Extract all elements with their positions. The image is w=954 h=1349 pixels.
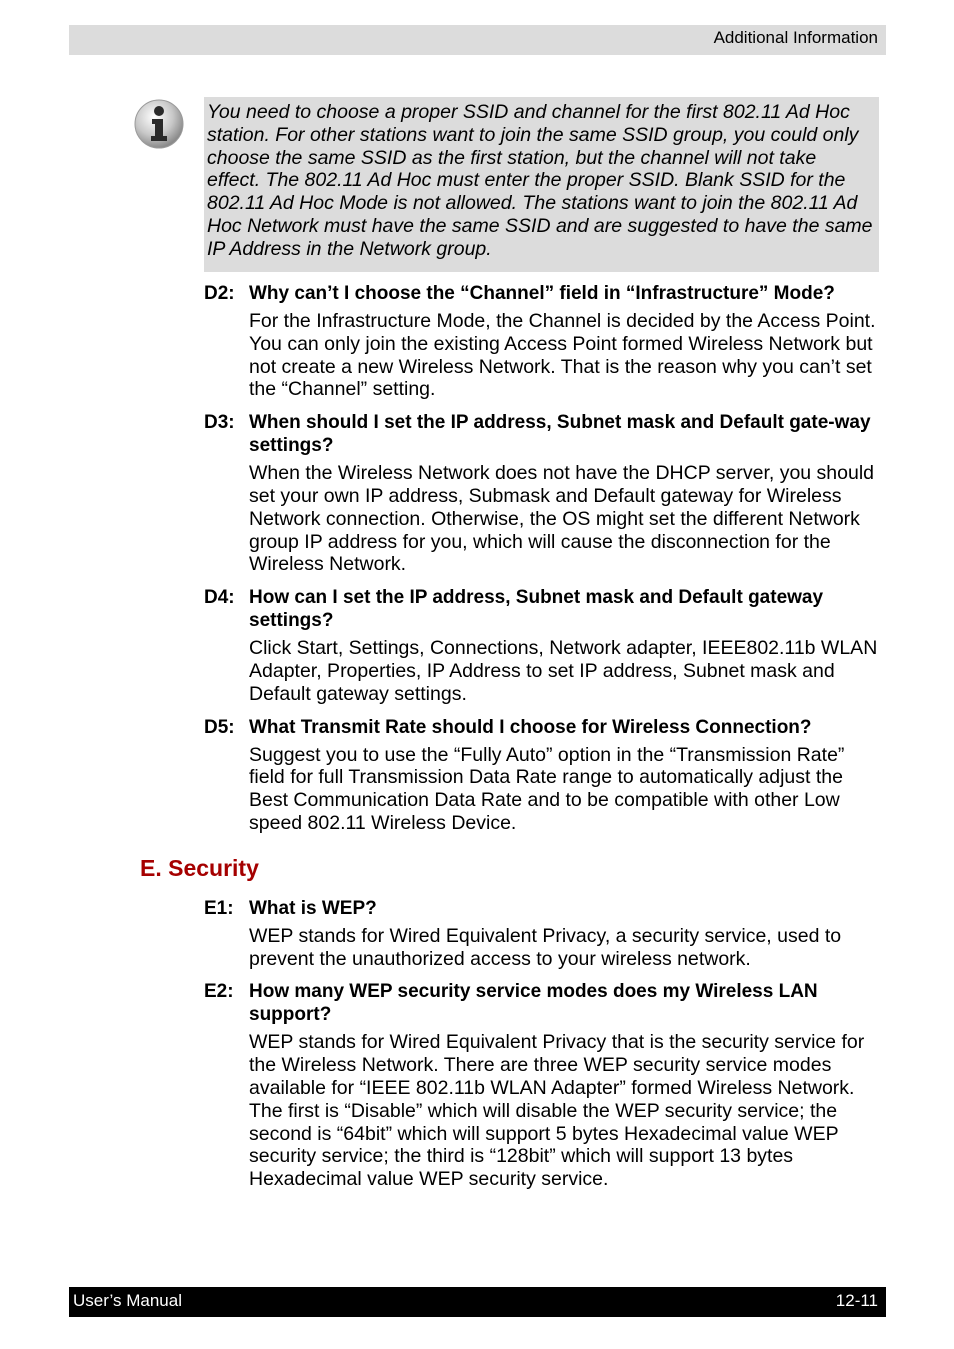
- answer-text: For the Infrastructure Mode, the Channel is decided by the Access Point. You can only join the existing Access Point formed Wireless Network but not create a new Wireless Network. That is the reason why you can’t set the “Channel” setting.: [249, 310, 876, 401]
- question: [204, 282, 880, 305]
- note-text: You need to choose a proper SSID and channel for the first 802.11 Ad Hoc station. For other stations want to join the same SSID group, you could only choose the same SSID as the first station, but the channel will not take effect. The 802.11 Ad Hoc must enter the proper SSID. Blank SSID for the 802.11 Ad Hoc Mode is not allowed. The stations want to join the 802.11 Ad Hoc Network must have the same SSID and are suggested to have the same IP Address in the Network group.: [207, 101, 873, 260]
- page-number: 12-11: [835, 1291, 878, 1310]
- question: [204, 716, 880, 739]
- page-footer: [69, 1287, 886, 1317]
- question-text: What Transmit Rate should I choose for Wireless Connection?: [249, 716, 812, 738]
- header-title: Additional Information: [713, 28, 878, 47]
- question: [204, 897, 880, 920]
- question-id: E1:: [204, 897, 234, 919]
- qa-item: [204, 586, 880, 705]
- question: [204, 980, 880, 1026]
- question-id: E2:: [204, 981, 234, 1003]
- question-id: D5:: [204, 716, 235, 738]
- note-box: [204, 97, 879, 272]
- question-text: Why can’t I choose the “Channel” field in “Infrastructure” Mode?: [249, 283, 835, 304]
- qa-item: [204, 897, 880, 971]
- qa-item: [204, 980, 880, 1191]
- question-id: D4:: [204, 587, 235, 609]
- question-text: When should I set the IP address, Subnet mask and Default gate-way settings?: [249, 412, 871, 457]
- question: [204, 411, 880, 457]
- footer-manual-title: User’s Manual: [73, 1291, 182, 1310]
- question: [204, 586, 880, 632]
- qa-item: [204, 716, 880, 835]
- section-heading: E. Security: [140, 854, 259, 881]
- qa-item: [204, 411, 880, 576]
- question-text: How can I set the IP address, Subnet mask and Default gateway settings?: [249, 587, 824, 632]
- question-id: D2:: [204, 283, 235, 304]
- qa-item: [204, 282, 880, 401]
- answer-text: WEP stands for Wired Equivalent Privacy, a security service, used to prevent the unauthorized access to your wireless network.: [249, 924, 842, 970]
- info-icon: [133, 98, 185, 150]
- answer-text: Click Start, Settings, Connections, Network adapter, IEEE802.11b WLAN Adapter, Properties, IP Address to set IP address, Subnet mask and Default gateway settings.: [249, 637, 878, 705]
- page-header: [69, 25, 886, 55]
- answer-text: WEP stands for Wired Equivalent Privacy that is the security service for the Wireless Network. There are three WEP security service modes available for “IEEE 802.11b WLAN Adapter” formed Wireless Network. The first is “Disable” which will disable the WEP security service; the second is “64bit” which will support 5 bytes Hexadecimal value WEP security service; the third is “128bit” which will support 13 bytes Hexadecimal value WEP security service.: [249, 1031, 865, 1191]
- answer-text: Suggest you to use the “Fully Auto” option in the “Transmission Rate” field for full Transmission Data Rate range to automatically adjust the Best Communication Data Rate and to be compatible with other Low speed 802.11 Wireless Device.: [249, 743, 845, 834]
- question-text: How many WEP security service modes does my Wireless LAN support?: [249, 981, 818, 1026]
- main-content: [140, 282, 880, 1191]
- question-id: D3:: [204, 412, 235, 434]
- question-text: What is WEP?: [249, 897, 377, 919]
- answer-text: When the Wireless Network does not have the DHCP server, you should set your own IP address, Submask and Default gateway for Wireless Network connection. Otherwise, the OS might set the different Network group IP address for you, which will cause the disconnection for the Wireless Network.: [249, 462, 875, 576]
